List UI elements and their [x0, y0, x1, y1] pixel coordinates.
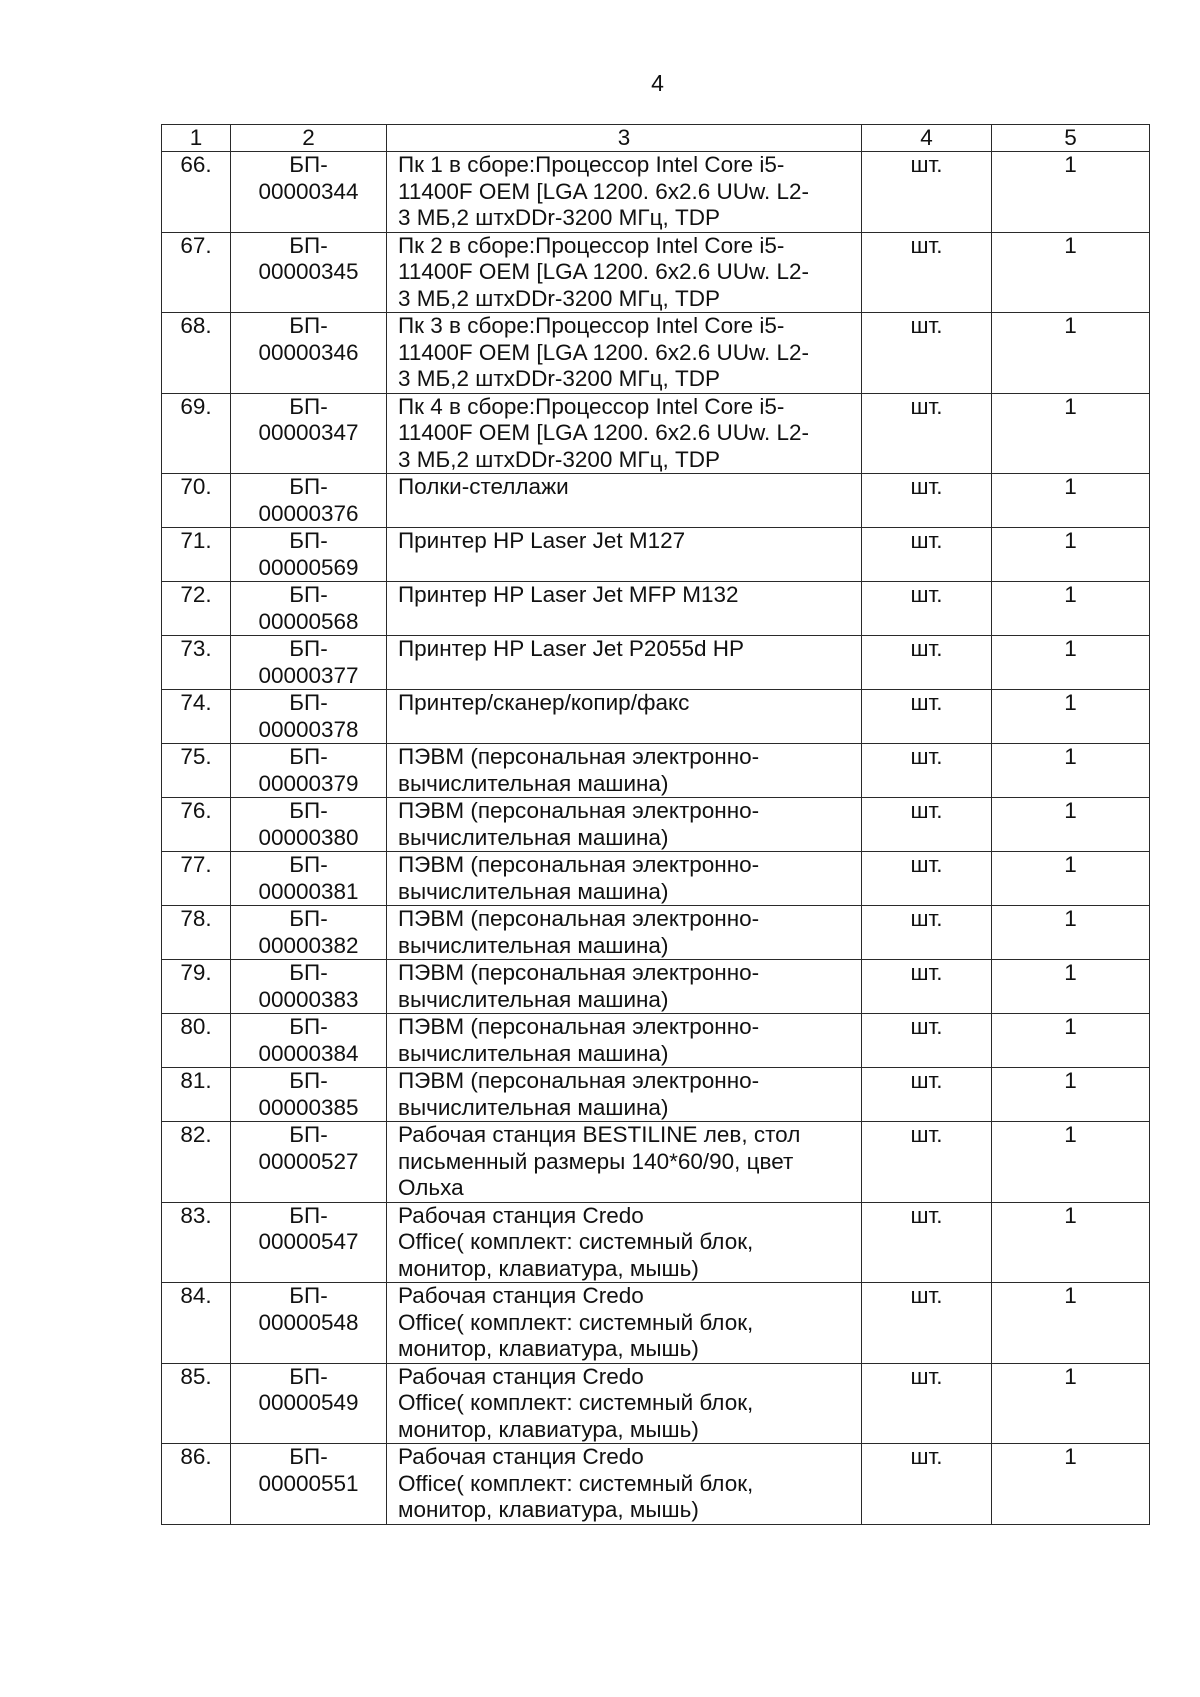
- quantity-cell: 1: [992, 690, 1150, 744]
- inventory-code-cell: БП- 00000568: [231, 582, 387, 636]
- item-name-cell: Принтер HP Laser Jet MFP M132: [387, 582, 862, 636]
- quantity-cell: 1: [992, 1202, 1150, 1283]
- row-number-cell: 70.: [162, 474, 231, 528]
- row-number-cell: 71.: [162, 528, 231, 582]
- inventory-code-cell: БП- 00000548: [231, 1283, 387, 1364]
- column-header-3: 3: [387, 125, 862, 152]
- quantity-cell: 1: [992, 1444, 1150, 1525]
- column-header-1: 1: [162, 125, 231, 152]
- table-row: [162, 852, 1150, 906]
- unit-cell: шт.: [862, 960, 992, 1014]
- table-row: [162, 1444, 1150, 1525]
- inventory-code-cell: БП- 00000380: [231, 798, 387, 852]
- table-row: [162, 1014, 1150, 1068]
- item-name-cell: Принтер HP Laser Jet P2055d HP: [387, 636, 862, 690]
- inventory-code-cell: БП- 00000344: [231, 152, 387, 233]
- item-name-cell: Рабочая станция Credo Office( комплект: системный блок, монитор, клавиатура, мышь): [387, 1202, 862, 1283]
- row-number-cell: 81.: [162, 1068, 231, 1122]
- table-row: [162, 474, 1150, 528]
- row-number-cell: 77.: [162, 852, 231, 906]
- quantity-cell: 1: [992, 906, 1150, 960]
- table-row: [162, 393, 1150, 474]
- unit-cell: шт.: [862, 690, 992, 744]
- column-header-5: 5: [992, 125, 1150, 152]
- row-number-cell: 68.: [162, 313, 231, 394]
- table-row: [162, 1283, 1150, 1364]
- quantity-cell: 1: [992, 152, 1150, 233]
- inventory-code-cell: БП- 00000385: [231, 1068, 387, 1122]
- quantity-cell: 1: [992, 582, 1150, 636]
- item-name-cell: Пк 3 в сборе:Процессор Intel Core i5- 11400F OEM [LGA 1200. 6x2.6 UUw. L2- 3 МБ,2 штхDDr-3200 МГц, TDP: [387, 313, 862, 394]
- quantity-cell: 1: [992, 393, 1150, 474]
- quantity-cell: 1: [992, 1068, 1150, 1122]
- unit-cell: шт.: [862, 582, 992, 636]
- table-row: [162, 798, 1150, 852]
- row-number-cell: 76.: [162, 798, 231, 852]
- inventory-code-cell: БП- 00000547: [231, 1202, 387, 1283]
- unit-cell: шт.: [862, 1444, 992, 1525]
- item-name-cell: Пк 2 в сборе:Процессор Intel Core i5- 11400F OEM [LGA 1200. 6x2.6 UUw. L2- 3 МБ,2 штхDDr-3200 МГц, TDP: [387, 232, 862, 313]
- unit-cell: шт.: [862, 744, 992, 798]
- quantity-cell: 1: [992, 636, 1150, 690]
- unit-cell: шт.: [862, 636, 992, 690]
- row-number-cell: 78.: [162, 906, 231, 960]
- quantity-cell: 1: [992, 798, 1150, 852]
- inventory-code-cell: БП- 00000377: [231, 636, 387, 690]
- table-row: [162, 906, 1150, 960]
- table-row: [162, 690, 1150, 744]
- item-name-cell: ПЭВМ (персональная электронно- вычислительная машина): [387, 1014, 862, 1068]
- table-row: [162, 1122, 1150, 1203]
- unit-cell: шт.: [862, 528, 992, 582]
- item-name-cell: ПЭВМ (персональная электронно- вычислительная машина): [387, 852, 862, 906]
- item-name-cell: Рабочая станция BESTILINE лев, стол письменный размеры 140*60/90, цвет Ольха: [387, 1122, 862, 1203]
- table-row: [162, 152, 1150, 233]
- quantity-cell: 1: [992, 313, 1150, 394]
- item-name-cell: Пк 4 в сборе:Процессор Intel Core i5- 11400F OEM [LGA 1200. 6x2.6 UUw. L2- 3 МБ,2 штхDDr-3200 МГц, TDP: [387, 393, 862, 474]
- item-name-cell: ПЭВМ (персональная электронно- вычислительная машина): [387, 798, 862, 852]
- table-row: [162, 960, 1150, 1014]
- quantity-cell: 1: [992, 852, 1150, 906]
- row-number-cell: 84.: [162, 1283, 231, 1364]
- quantity-cell: 1: [992, 232, 1150, 313]
- table-row: [162, 1068, 1150, 1122]
- quantity-cell: 1: [992, 1122, 1150, 1203]
- unit-cell: шт.: [862, 1202, 992, 1283]
- inventory-code-cell: БП- 00000379: [231, 744, 387, 798]
- item-name-cell: Принтер/сканер/копир/факс: [387, 690, 862, 744]
- row-number-cell: 85.: [162, 1363, 231, 1444]
- inventory-code-cell: БП- 00000376: [231, 474, 387, 528]
- inventory-code-cell: БП- 00000382: [231, 906, 387, 960]
- unit-cell: шт.: [862, 232, 992, 313]
- row-number-cell: 66.: [162, 152, 231, 233]
- item-name-cell: Принтер HP Laser Jet M127: [387, 528, 862, 582]
- row-number-cell: 86.: [162, 1444, 231, 1525]
- column-header-2: 2: [231, 125, 387, 152]
- inventory-code-cell: БП- 00000383: [231, 960, 387, 1014]
- header-row: [162, 125, 1150, 152]
- table-row: [162, 582, 1150, 636]
- unit-cell: шт.: [862, 152, 992, 233]
- table-row: [162, 744, 1150, 798]
- table-row: [162, 232, 1150, 313]
- item-name-cell: Полки-стеллажи: [387, 474, 862, 528]
- unit-cell: шт.: [862, 313, 992, 394]
- unit-cell: шт.: [862, 852, 992, 906]
- item-name-cell: ПЭВМ (персональная электронно- вычислительная машина): [387, 960, 862, 1014]
- unit-cell: шт.: [862, 1014, 992, 1068]
- quantity-cell: 1: [992, 528, 1150, 582]
- quantity-cell: 1: [992, 744, 1150, 798]
- row-number-cell: 73.: [162, 636, 231, 690]
- inventory-code-cell: БП- 00000569: [231, 528, 387, 582]
- unit-cell: шт.: [862, 1122, 992, 1203]
- quantity-cell: 1: [992, 474, 1150, 528]
- inventory-code-cell: БП- 00000384: [231, 1014, 387, 1068]
- item-name-cell: ПЭВМ (персональная электронно- вычислительная машина): [387, 744, 862, 798]
- item-name-cell: Рабочая станция Credo Office( комплект: системный блок, монитор, клавиатура, мышь): [387, 1444, 862, 1525]
- unit-cell: шт.: [862, 1068, 992, 1122]
- inventory-code-cell: БП- 00000381: [231, 852, 387, 906]
- inventory-code-cell: БП- 00000551: [231, 1444, 387, 1525]
- inventory-code-cell: БП- 00000527: [231, 1122, 387, 1203]
- inventory-code-cell: БП- 00000378: [231, 690, 387, 744]
- table-row: [162, 636, 1150, 690]
- table-row: [162, 1202, 1150, 1283]
- item-name-cell: Рабочая станция Credo Office( комплект: системный блок, монитор, клавиатура, мышь): [387, 1363, 862, 1444]
- row-number-cell: 72.: [162, 582, 231, 636]
- unit-cell: шт.: [862, 798, 992, 852]
- inventory-table: [161, 124, 1150, 1525]
- quantity-cell: 1: [992, 1014, 1150, 1068]
- table-row: [162, 1363, 1150, 1444]
- row-number-cell: 75.: [162, 744, 231, 798]
- row-number-cell: 67.: [162, 232, 231, 313]
- table-row: [162, 528, 1150, 582]
- column-header-4: 4: [862, 125, 992, 152]
- item-name-cell: Пк 1 в сборе:Процессор Intel Core i5- 11400F OEM [LGA 1200. 6x2.6 UUw. L2- 3 МБ,2 штхDDr-3200 МГц, TDP: [387, 152, 862, 233]
- inventory-code-cell: БП- 00000345: [231, 232, 387, 313]
- unit-cell: шт.: [862, 393, 992, 474]
- item-name-cell: ПЭВМ (персональная электронно- вычислительная машина): [387, 906, 862, 960]
- inventory-code-cell: БП- 00000549: [231, 1363, 387, 1444]
- row-number-cell: 83.: [162, 1202, 231, 1283]
- page-number: 4: [651, 70, 664, 96]
- inventory-code-cell: БП- 00000346: [231, 313, 387, 394]
- row-number-cell: 69.: [162, 393, 231, 474]
- unit-cell: шт.: [862, 1363, 992, 1444]
- row-number-cell: 74.: [162, 690, 231, 744]
- row-number-cell: 82.: [162, 1122, 231, 1203]
- unit-cell: шт.: [862, 906, 992, 960]
- unit-cell: шт.: [862, 474, 992, 528]
- quantity-cell: 1: [992, 1363, 1150, 1444]
- item-name-cell: ПЭВМ (персональная электронно- вычислительная машина): [387, 1068, 862, 1122]
- table-body: [162, 152, 1150, 1525]
- quantity-cell: 1: [992, 1283, 1150, 1364]
- inventory-code-cell: БП- 00000347: [231, 393, 387, 474]
- row-number-cell: 79.: [162, 960, 231, 1014]
- row-number-cell: 80.: [162, 1014, 231, 1068]
- unit-cell: шт.: [862, 1283, 992, 1364]
- item-name-cell: Рабочая станция Credo Office( комплект: системный блок, монитор, клавиатура, мышь): [387, 1283, 862, 1364]
- table-row: [162, 313, 1150, 394]
- quantity-cell: 1: [992, 960, 1150, 1014]
